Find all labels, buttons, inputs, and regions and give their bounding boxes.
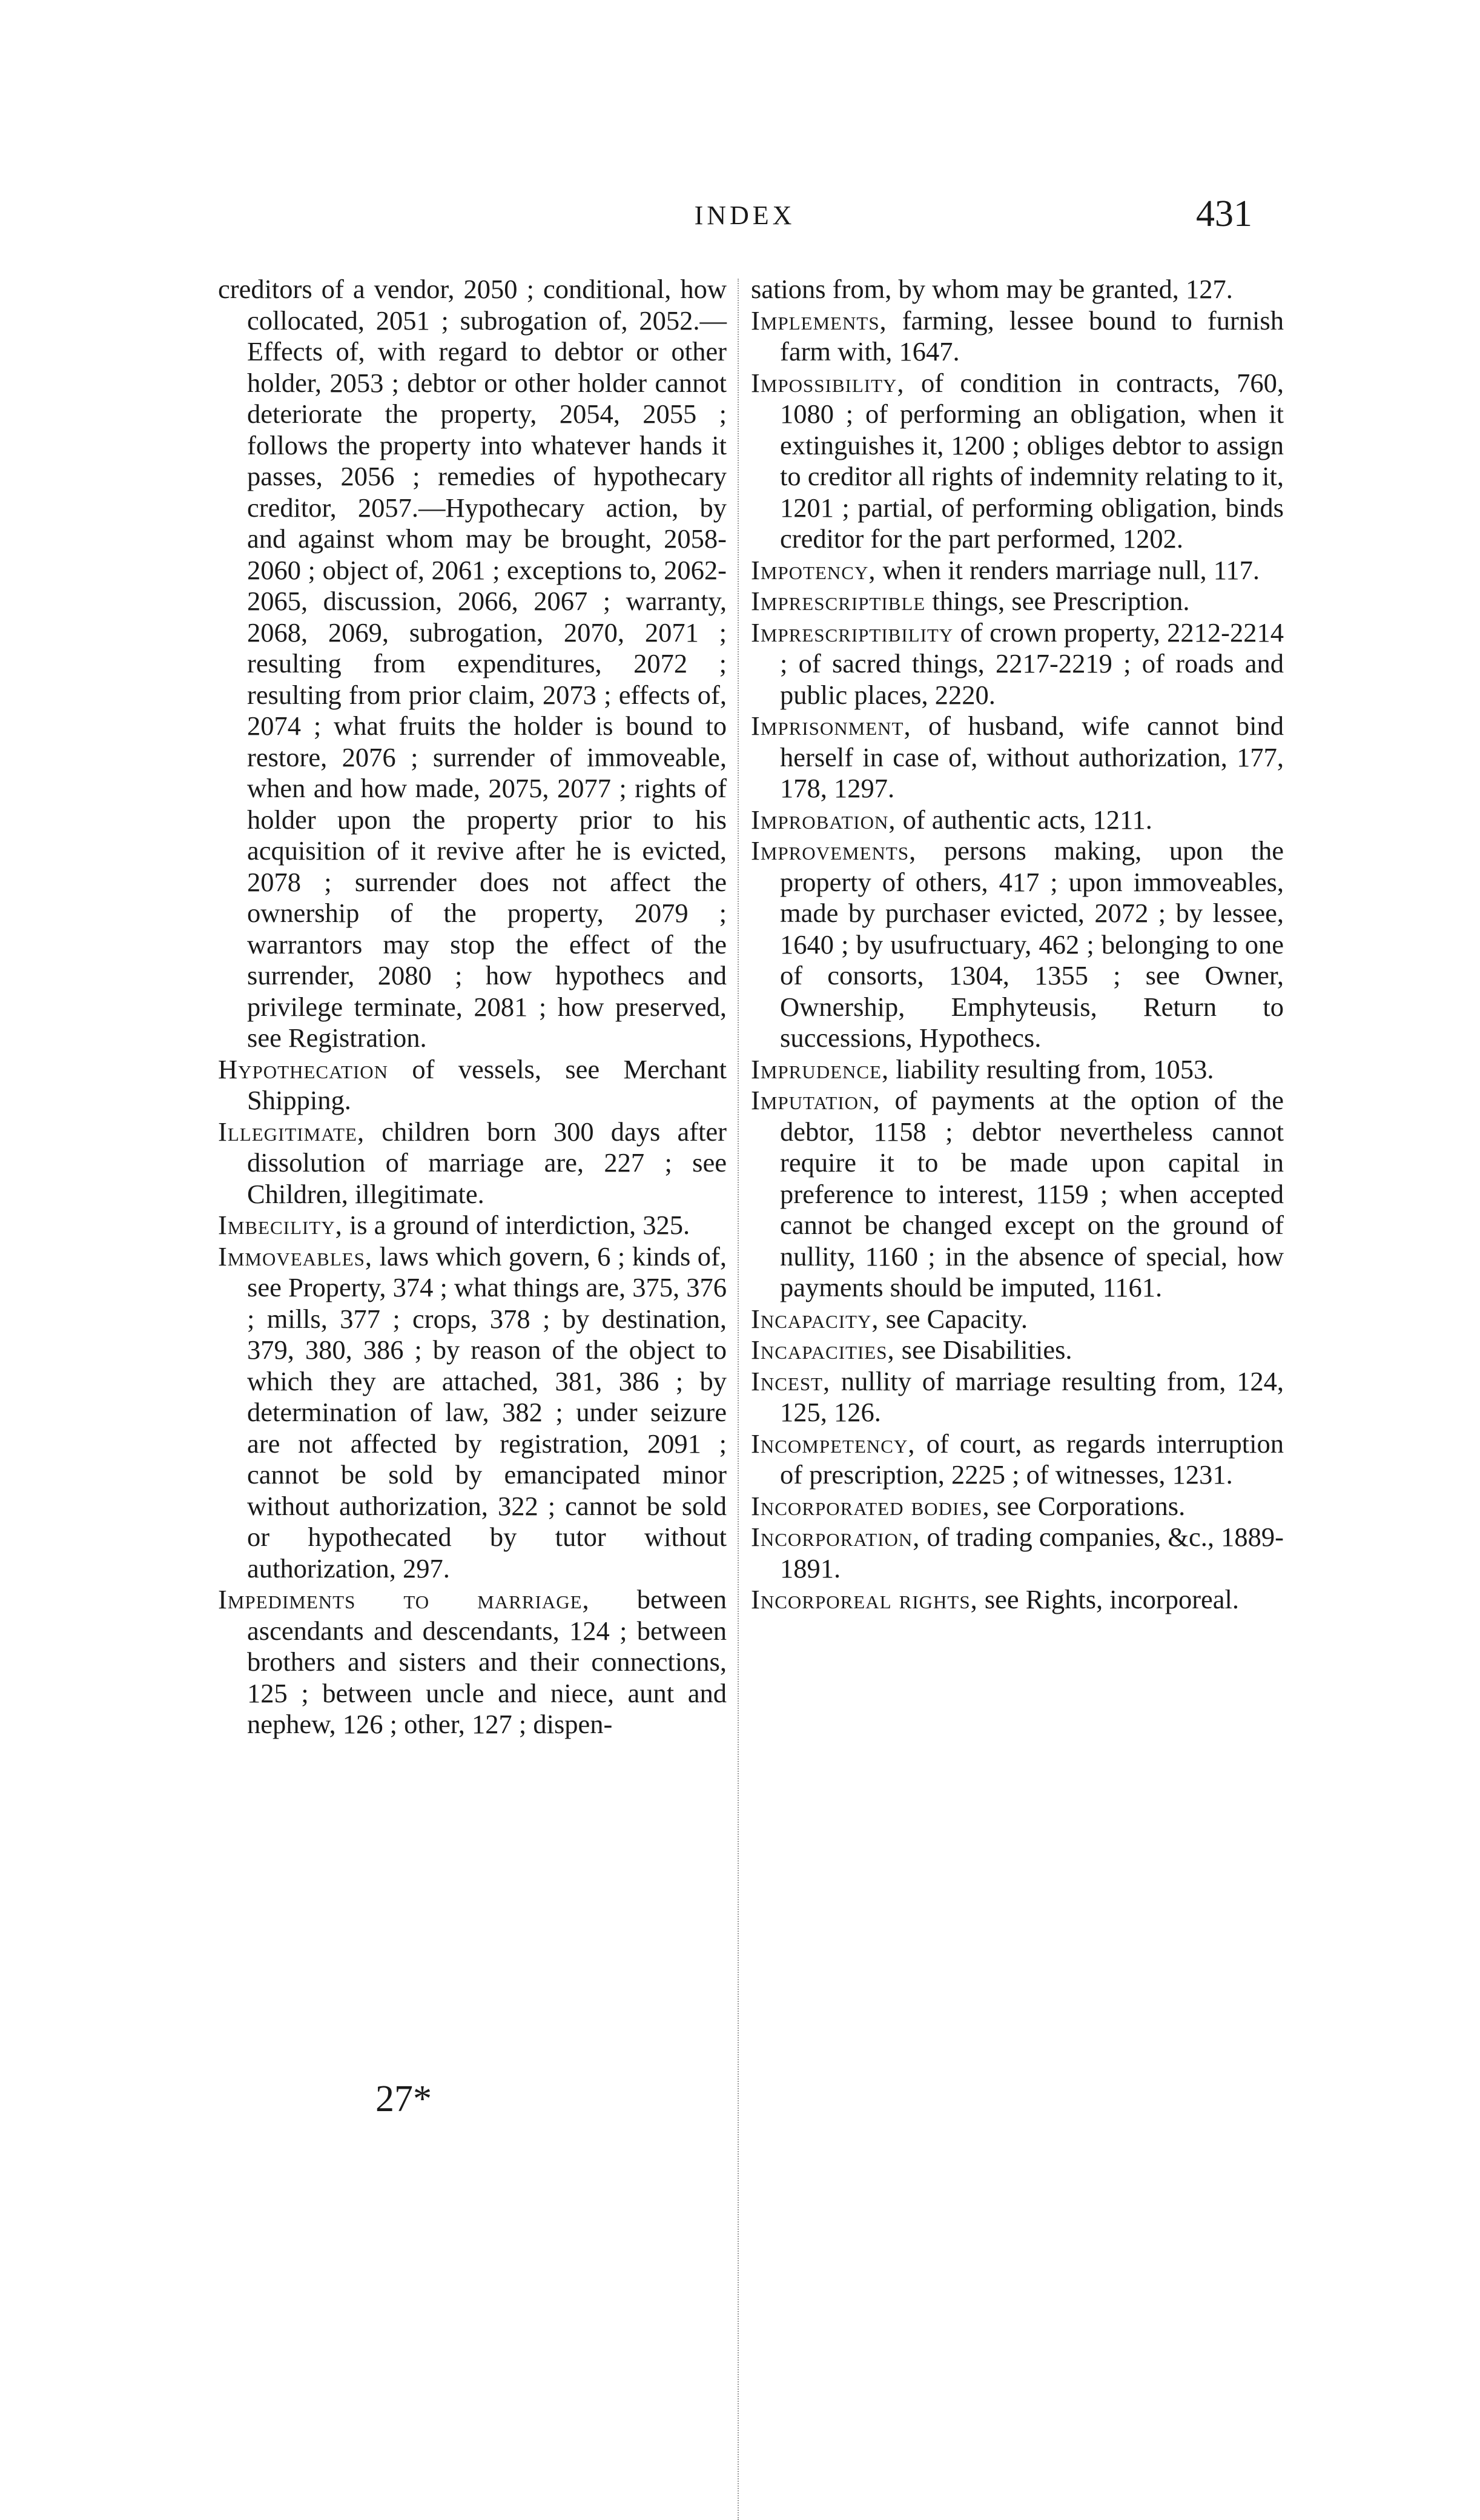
index-entry-text: laws which govern, 6 ; kinds of, see Property, 374 ; what things are, 375, 376 ; mills, 377 ; crops, 378 ; by destination, 379, 380, 386 ; by reason of the object to which they are attached, 381, 386 ; by determination of law, 382 ; under seizure are not affected by registration, 2091 ; cannot be sold by emancipated minor without authorization, 322 ; cannot be sold or hypothecated by tutor without authorization, 297.: [247, 1241, 727, 1583]
index-entry-text: see Corporations.: [989, 1490, 1186, 1521]
index-term: Incapacity,: [751, 1303, 879, 1334]
index-column-left: [218, 274, 727, 1740]
index-entry-text: creditors of a vendor, 2050 ; conditional, how collocated, 2051 ; subrogation of, 2052.—Effects of, with regard to debtor or other holder, 2053 ; debtor or other holder cannot deteriorate the property, 2054, 2055 ; follows the property into whatever hands it passes, 2056 ; remedies of hypothecary creditor, 2057.—Hypothecary action, by and against whom may be brought, 2058-2060 ; object of, 2061 ; exceptions to, 2062-2065, discussion, 2066, 2067 ; warranty, 2068, 2069, subrogation, 2070, 2071 ; resulting from expenditures, 2072 ; resulting from prior claim, 2073 ; effects of, 2074 ; what fruits the holder is bound to restore, 2076 ; surrender of immoveable, when and how made, 2075, 2077 ; rights of holder upon the property prior to his acquisition of it revive after he is evicted, 2078 ; surrender does not affect the ownership of the property, 2079 ; warrantors may stop the effect of the surrender, 2080 ; how hypothecs and privilege terminate, 2081 ; how preserved, see Registration.: [218, 274, 727, 1053]
index-entry: [218, 1584, 727, 1740]
index-entry: [751, 1522, 1284, 1584]
index-term: Incest,: [751, 1365, 831, 1396]
index-term: Incorporeal rights,: [751, 1584, 978, 1614]
index-term: Incorporated bodies,: [751, 1490, 990, 1521]
index-term: Impotency,: [751, 554, 876, 585]
index-term: Imprisonment,: [751, 711, 911, 741]
index-term: Illegitimate,: [218, 1116, 365, 1147]
index-term: Imprudence,: [751, 1053, 890, 1084]
index-entry: [751, 1584, 1284, 1616]
index-term: Imputation,: [751, 1085, 880, 1115]
index-term: Imprescriptibility: [751, 617, 954, 648]
index-entry: [751, 586, 1284, 617]
index-entry-text: of condition in contracts, 760, 1080 ; of performing an obligation, when it extinguishes it, 1200 ; obliges debtor to assign to creditor all rights of indemnity relating to it, 1201 ; partial, of performing obligation, binds creditor for the part performed, 1202.: [780, 367, 1284, 554]
index-term: Incapacities,: [751, 1335, 895, 1365]
index-entry-text: of vessels, see Merchant Shipping.: [247, 1053, 727, 1115]
index-term: Implements,: [751, 305, 887, 336]
index-entry-text: between ascendants and descendants, 124 ; between brothers and sisters and their connections, 125 ; between uncle and niece, aunt and nephew, 126 ; other, 127 ; dispen-: [247, 1584, 727, 1739]
index-entry: [218, 1116, 727, 1210]
index-entry-text: when it renders marriage null, 117.: [876, 554, 1260, 585]
index-entry: [218, 274, 727, 1054]
index-entry-text: liability resulting from, 1053.: [889, 1053, 1214, 1084]
index-entry: [751, 1054, 1284, 1086]
index-entry: [218, 1241, 727, 1585]
index-term: Immoveables,: [218, 1241, 372, 1272]
index-entry: [751, 1491, 1284, 1522]
index-term: Incorporation,: [751, 1522, 920, 1552]
column-divider: [738, 279, 739, 2520]
index-entry: [751, 804, 1284, 836]
index-term: Improbation,: [751, 804, 896, 835]
index-column-right: [751, 274, 1284, 1616]
index-entry-text: nullity of marriage resulting from, 124, 125, 126.: [780, 1365, 1284, 1427]
index-entry-text: persons making, upon the property of others, 417 ; upon immoveables, made by purchaser evicted, 2072 ; by lessee, 1640 ; by usufructuary, 462 ; belonging to one of consorts, 1304, 1355 ; see Owner, Ownership, Emphyteusis, Return to successions, Hypothecs.: [780, 835, 1284, 1053]
index-entry: [751, 1335, 1284, 1366]
index-entry-text: see Capacity.: [879, 1303, 1028, 1334]
index-entry-text: is a ground of interdiction, 325.: [342, 1210, 690, 1240]
index-entry-text: see Disabilities.: [894, 1335, 1072, 1365]
index-entry: [751, 305, 1284, 368]
index-term: Imprescriptible: [751, 586, 926, 616]
index-entry: [751, 1085, 1284, 1304]
index-term: Imbecility,: [218, 1210, 343, 1240]
index-entry: [218, 1054, 727, 1116]
signature-mark: 27*: [375, 2078, 432, 2120]
index-entry: [751, 1304, 1284, 1335]
index-entry: [751, 711, 1284, 804]
index-entry: [751, 1428, 1284, 1491]
index-entry-text: children born 300 days after dissolution of marriage are, 227 ; see Children, illegitimate.: [247, 1116, 727, 1209]
index-term: Improvements,: [751, 835, 917, 866]
page-number: 431: [1196, 193, 1252, 234]
index-entry-text: of husband, wife cannot bind herself in case of, without authorization, 177, 178, 1297.: [780, 711, 1284, 803]
index-entry-text: of payments at the option of the debtor, 1158 ; debtor nevertheless cannot require it to be made upon capital in preference to interest, 1159 ; when accepted cannot be changed except on the ground of nullity, 1160 ; in the absence of special, how payments should be imputed, 1161.: [780, 1085, 1284, 1302]
index-entry-text: of authentic acts, 1211.: [896, 804, 1152, 835]
running-header: INDEX: [694, 201, 796, 230]
index-entry: [751, 617, 1284, 711]
index-entry-text: things, see Prescription.: [925, 586, 1190, 616]
index-term: Impediments to marriage,: [218, 1584, 590, 1614]
index-entry-text: farming, lessee bound to furnish farm with, 1647.: [780, 305, 1284, 366]
index-term: Hypothecation: [218, 1053, 389, 1084]
index-entry: [751, 555, 1284, 586]
index-entry: [751, 1366, 1284, 1428]
index-entry: [751, 835, 1284, 1054]
index-term: Incompetency,: [751, 1428, 916, 1459]
index-entry: [218, 1210, 727, 1241]
index-entry-text: of crown property, 2212-2214 ; of sacred things, 2217-2219 ; of roads and public places, 2220.: [780, 617, 1284, 710]
index-entry-text: sations from, by whom may be granted, 127.: [751, 274, 1233, 304]
index-entry: [751, 274, 1284, 305]
index-entry-text: see Rights, incorporeal.: [977, 1584, 1240, 1614]
index-entry-text: of trading companies, &c., 1889-1891.: [780, 1522, 1284, 1583]
index-entry: [751, 368, 1284, 555]
index-entry-text: of court, as regards interruption of prescription, 2225 ; of witnesses, 1231.: [780, 1428, 1284, 1490]
index-term: Impossibility,: [751, 367, 905, 398]
